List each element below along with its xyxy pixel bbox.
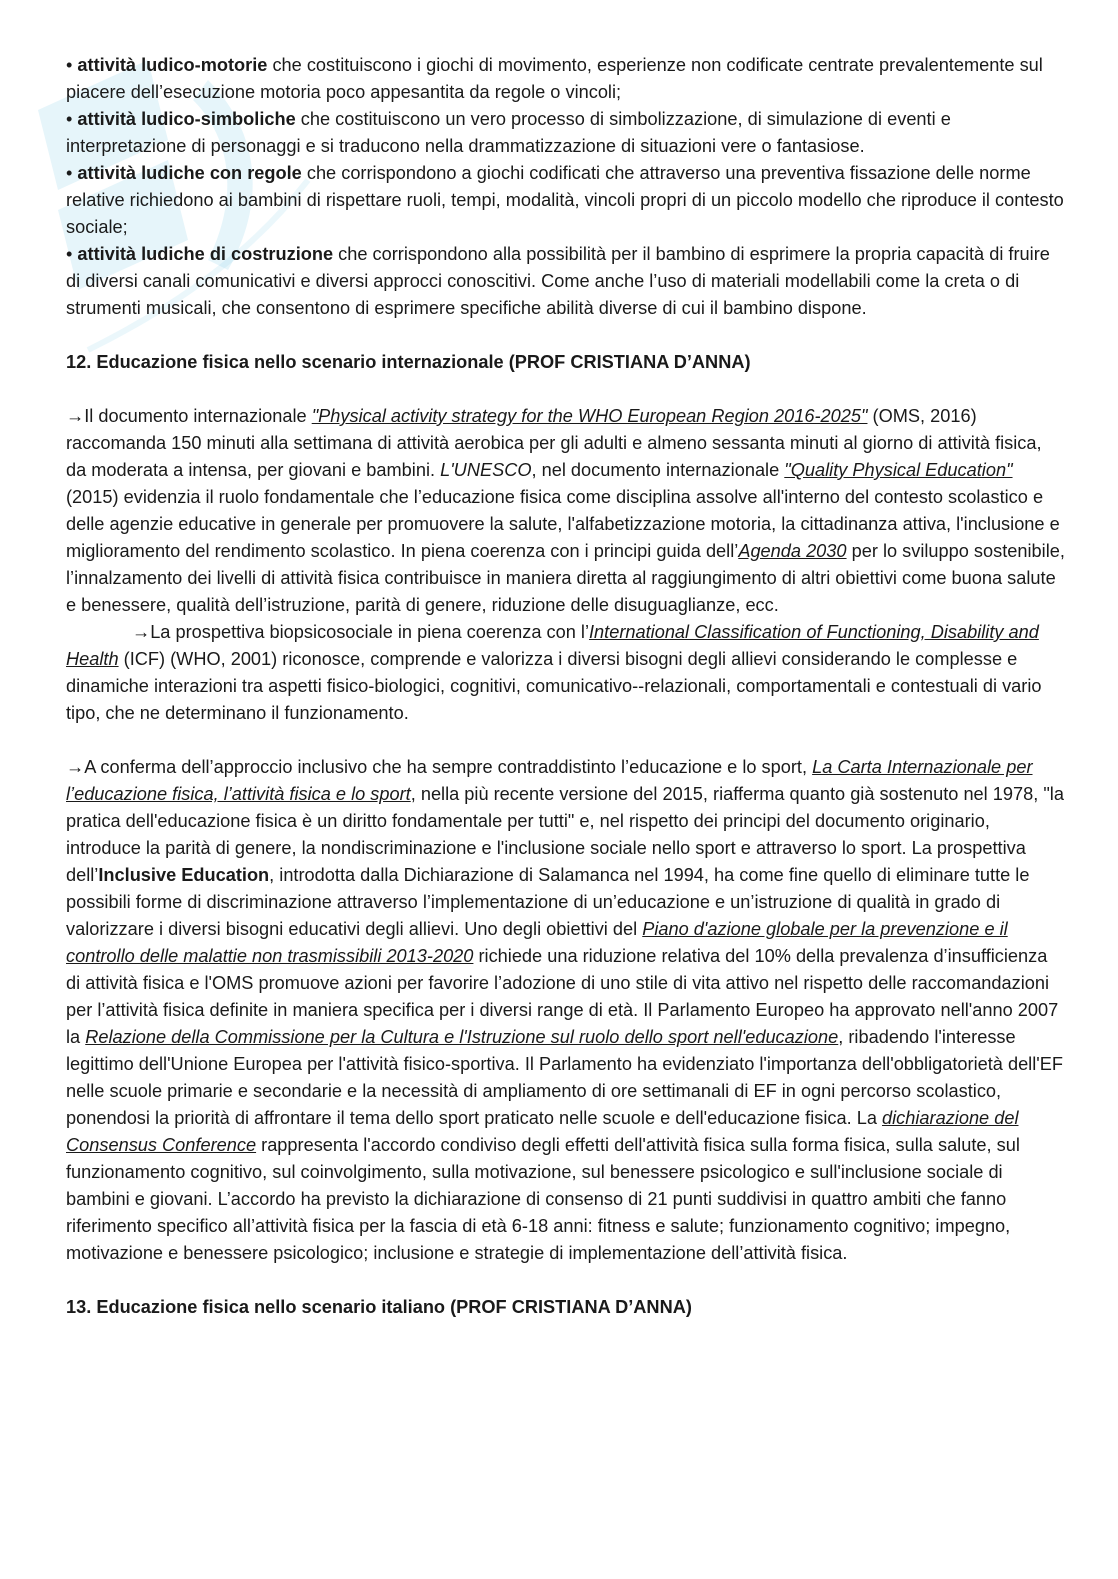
bullet-term: attività ludico-simboliche [77, 109, 296, 129]
bullet-term: attività ludiche di costruzione [77, 244, 334, 264]
ref-agenda-2030: Agenda 2030 [738, 541, 847, 561]
bullet-term: attività ludiche con regole [77, 163, 302, 183]
ref-carta-internazionale: La Carta Internazionale per l’educazione fisica, l’attività fisica e lo sport [66, 757, 1033, 804]
ref-who-strategy: "Physical activity strategy for the WHO European Region 2016-2025" [311, 406, 868, 426]
ref-piano-azione: Piano d'azione globale per la prevenzione e il controllo delle malattie non trasmissibili 2013-2020 [66, 919, 1008, 966]
bullet-ludico-simboliche: • attività ludico-simboliche che costituiscono un vero processo di simbolizzazione, di simulazione di eventi e interpretazione di personaggi e si traducono nella drammatizzazione di situazioni vere o fantasiose. [66, 109, 951, 156]
term-inclusive-education: Inclusive Education [98, 865, 270, 885]
bullet-text: che corrispondono a giochi codificati che attraverso una preventiva fissazione delle norme relative richiedono ai bambini di rispettare ruoli, tempi, modalità, vincoli propri di un piccolo modello che riproduce il contesto sociale; [66, 163, 1064, 237]
ref-unesco: L'UNESCO [440, 460, 532, 480]
section-12-paragraph-3: →A conferma dell’approccio inclusivo che ha sempre contraddistinto l’educazione e lo sport, La Carta Internazionale per l’educazione fisica, l’attività fisica e lo sport, nella più recente versione del 2015, riafferma quanto già sostenuto nel 1978, "la pratica dell'educazione fisica è un diritto fondamentale per tutti" e, nel rispetto dei principi del documento originario, introduce la parità di genere, la nondiscriminazione e l'inclusione sociale nello sport e attraverso lo sport. La prospettiva dell’Inclusive Education, introdotta dalla Dichiarazione di Salamanca nel 1994, ha come fine quello di eliminare tutte le possibili forme di discriminazione attraverso l’implementazione di un’educazione e un’istruzione di qualità in grado di valorizzare i diversi bisogni educativi degli allievi. Uno degli obiettivi del Piano d'azione globale per la prevenzione e il controllo delle malattie non trasmissibili 2013-2020 richiede una riduzione relativa del 10% della prevalenza d’insufficienza di attività fisica e l'OMS promuove azioni per favorire l’adozione di uno stile di vita attivo nel rispetto delle raccomandazioni per l’attività fisica definite in maniera specifica per i diversi range di età. Il Parlamento Europeo ha approvato nell'anno 2007 la Relazione della Commissione per la Cultura e l'Istruzione sul ruolo dello sport nell'educazione, ribadendo l'interesse legittimo dell'Unione Europea per l'attività fisico-sportiva. Il Parlamento ha evidenziato l'importanza dell'obbligatorietà dell'EF nelle scuole primarie e secondarie e la necessità di ampliamento di ore settimanali di EF in ogni percorso scolastico, ponendosi la priorità di affrontare il tema dello sport praticato nelle scuole e dell'educazione fisica. La dichiarazione del Consensus Conference rappresenta l'accordo condiviso degli effetti dell'attività fisica sulla forma fisica, sulla salute, sul funzionamento cognitivo, sul coinvolgimento, sulla motivazione, sul benessere psicologico e sull'inclusione sociale di bambini e giovani. L’accordo ha previsto la dichiarazione di consenso di 21 punti suddivisi in quattro ambiti che fanno riferimento specifico all’attività fisica per la fascia di età 6-18 anni: fitness e salute; funzionamento cognitivo; impegno, motivazione e benessere psicologico; inclusione e strategie di implementazione dell’attività fisica. [66, 757, 1064, 1263]
ref-relazione-commissione: Relazione della Commissione per la Cultura e l'Istruzione sul ruolo dello sport nell'educazione [85, 1027, 839, 1047]
ref-quality-pe: "Quality Physical Education" [784, 460, 1013, 480]
ref-consensus-conference: dichiarazione del Consensus Conference [66, 1108, 1019, 1155]
section-12-paragraph-2: →La prospettiva biopsicosociale in piena coerenza con l’International Classification of Functioning, Disability and Health (ICF) (WHO, 2001) riconosce, comprende e valorizza i diversi bisogni degli allievi considerando le complesse e dinamiche interazioni tra aspetti fisico-biologici, cognitivi, comunicativo-‑relazionali, comportamentali e contestuali di vario tipo, che ne determinano il funzionamento. [66, 622, 1042, 723]
bullet-term: attività ludico-motorie [77, 55, 268, 75]
section-12-heading: 12. Educazione fisica nello scenario internazionale (PROF CRISTIANA D’ANNA) [66, 352, 751, 372]
bullet-ludico-motorie: • attività ludico-motorie che costituiscono i giochi di movimento, esperienze non codificate centrate prevalentemente sul piacere dell’esecuzione motoria poco appesantita da regole o vincoli; [66, 55, 1043, 102]
bullet-ludiche-costruzione: • attività ludiche di costruzione che corrispondono alla possibilità per il bambino di esprimere la propria capacità di fruire di diversi canali comunicativi e diversi approcci conoscitivi. Come anche l’uso di materiali modellabili come la creta o di strumenti musicali, che consentono di esprimere specifiche abilità diverse di cui il bambino dispone. [66, 244, 1050, 318]
bullet-ludiche-regole: • attività ludiche con regole che corrispondono a giochi codificati che attraverso una preventiva fissazione delle norme relative richiedono ai bambini di rispettare ruoli, tempi, modalità, vincoli propri di un piccolo modello che riproduce il contesto sociale; [66, 163, 1064, 237]
bullet-text: che costituiscono un vero processo di simbolizzazione, di simulazione di eventi e interpretazione di personaggi e si traducono nella drammatizzazione di situazioni vere o fantasiose. [66, 109, 951, 156]
section-12-paragraph-1: →Il documento internazionale "Physical activity strategy for the WHO European Region 2016-2025" (OMS, 2016) raccomanda 150 minuti alla settimana di attività aerobica per gli adulti e almeno sessanta minuti al giorno di attività fisica, da moderata a intensa, per giovani e bambini. L'UNESCO, nel documento internazionale "Quality Physical Education" (2015) evidenzia il ruolo fondamentale che l’educazione fisica come disciplina assolve all'interno del contesto scolastico e delle agenzie educative in generale per promuovere la salute, l'alfabetizzazione motoria, la cittadinanza attiva, l'inclusione e miglioramento del rendimento scolastico. In piena coerenza con i principi guida dell’Agenda 2030 per lo sviluppo sostenibile, l’innalzamento dei livelli di attività fisica contribuisce in maniera diretta al raggiungimento di altri obiettivi come buona salute e benessere, qualità dell’istruzione, parità di genere, riduzione delle disuguaglianze, ecc. [66, 406, 1065, 615]
bullet-text: che costituiscono i giochi di movimento, esperienze non codificate centrate prevalentemente sul piacere dell’esecuzione motoria poco appesantita da regole o vincoli; [66, 55, 1043, 102]
bullet-text: che corrispondono alla possibilità per il bambino di esprimere la propria capacità di fruire di diversi canali comunicativi e diversi approcci conoscitivi. Come anche l’uso di materiali modellabili come la creta o di strumenti musicali, che consentono di esprimere specifiche abilità diverse di cui il bambino dispone. [66, 244, 1050, 318]
section-13-heading: 13. Educazione fisica nello scenario italiano (PROF CRISTIANA D’ANNA) [66, 1297, 692, 1317]
ref-icf: International Classification of Functioning, Disability and Health [66, 622, 1039, 669]
